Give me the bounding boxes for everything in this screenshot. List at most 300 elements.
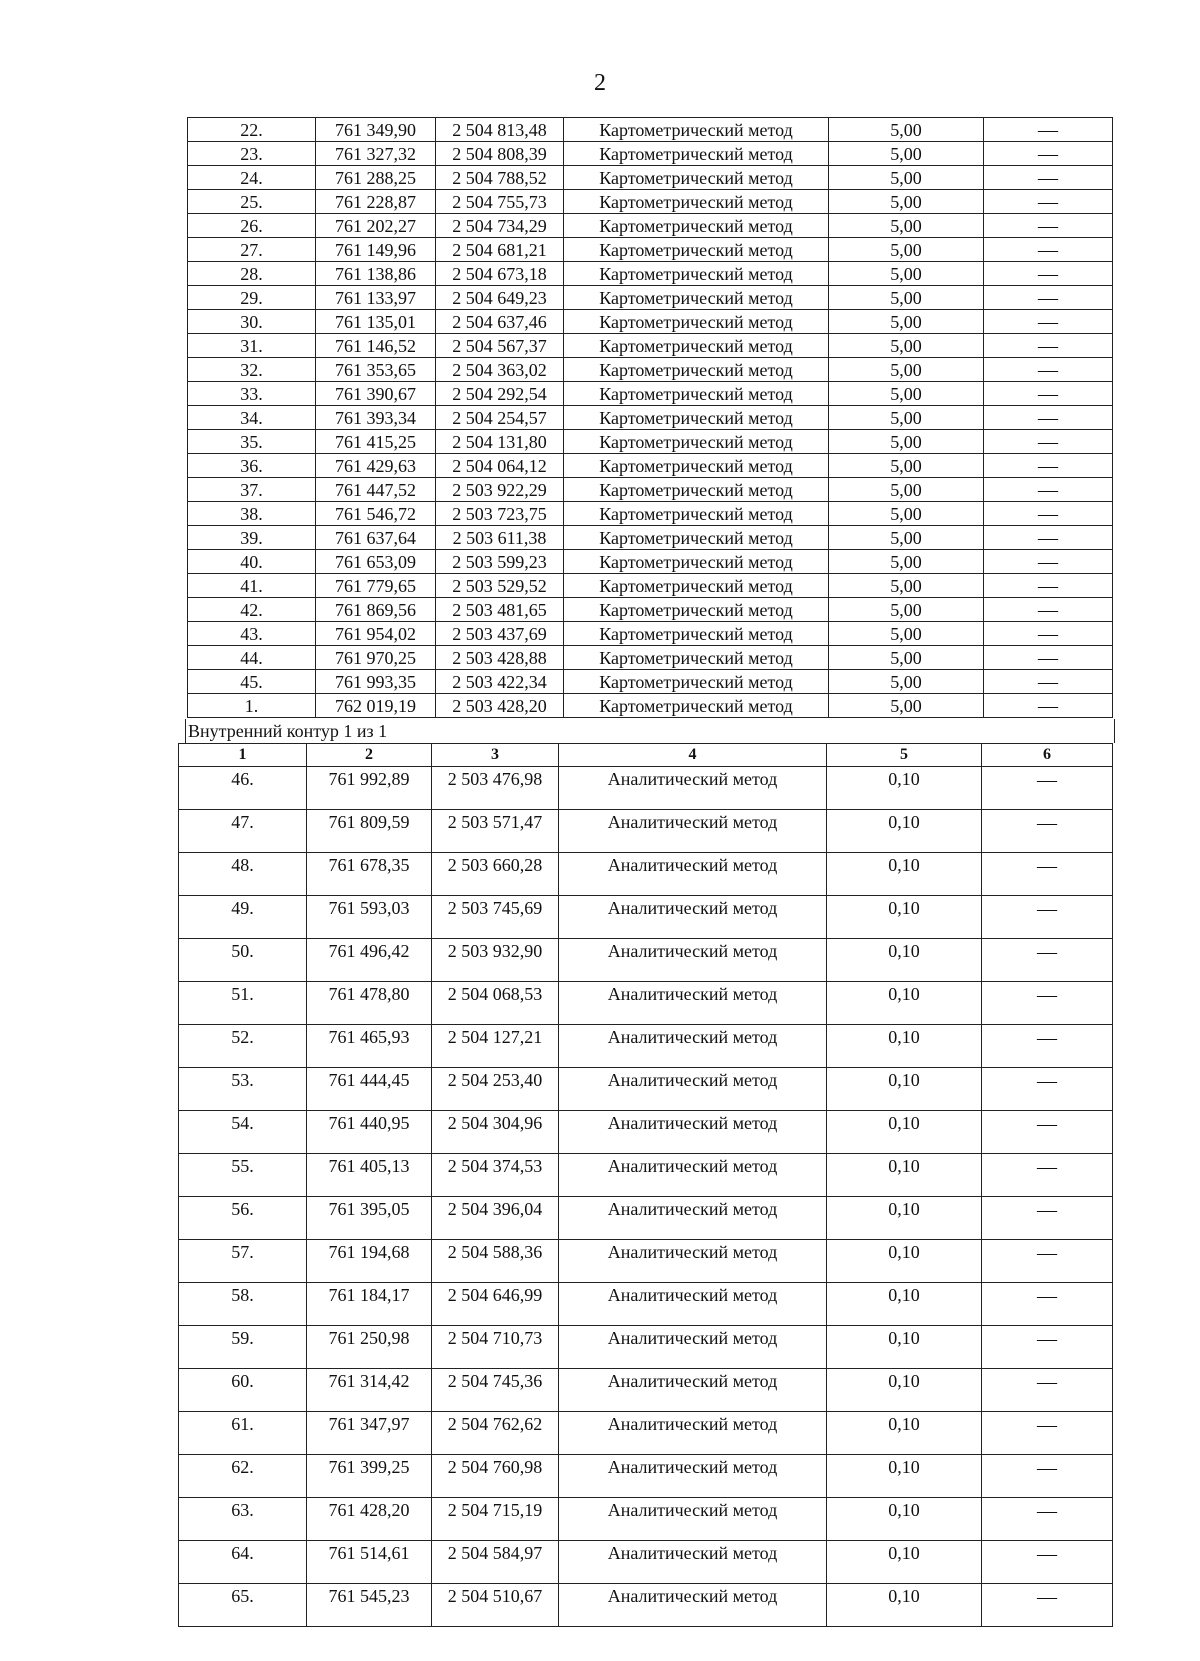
table-row [188, 166, 1113, 190]
y-coordinate-cell: 2 504 068,53 [432, 982, 559, 1025]
description-cell: — [982, 1025, 1113, 1068]
description-cell: — [984, 550, 1113, 574]
point-number-cell: 49. [179, 896, 307, 939]
point-number-cell: 46. [179, 767, 307, 810]
method-cell: Картометрический метод [564, 358, 829, 382]
method-cell: Картометрический метод [564, 598, 829, 622]
x-coordinate-cell: 761 135,01 [316, 310, 436, 334]
y-coordinate-cell: 2 504 715,19 [432, 1498, 559, 1541]
point-number-cell: 26. [188, 214, 316, 238]
table-row [179, 1412, 1113, 1455]
point-number-cell: 60. [179, 1369, 307, 1412]
point-number-cell: 27. [188, 238, 316, 262]
table-row [188, 382, 1113, 406]
description-cell: — [984, 286, 1113, 310]
point-number-cell: 62. [179, 1455, 307, 1498]
accuracy-cell: 0,10 [827, 853, 982, 896]
method-cell: Картометрический метод [564, 478, 829, 502]
y-coordinate-cell: 2 504 760,98 [432, 1455, 559, 1498]
method-cell: Картометрический метод [564, 334, 829, 358]
table-row [179, 1455, 1113, 1498]
accuracy-cell: 0,10 [827, 1025, 982, 1068]
accuracy-cell: 5,00 [829, 262, 984, 286]
point-number-cell: 31. [188, 334, 316, 358]
x-coordinate-cell: 761 228,87 [316, 190, 436, 214]
description-cell: — [982, 767, 1113, 810]
x-coordinate-cell: 761 146,52 [316, 334, 436, 358]
x-coordinate-cell: 761 349,90 [316, 118, 436, 142]
point-number-cell: 47. [179, 810, 307, 853]
method-cell: Картометрический метод [564, 118, 829, 142]
accuracy-cell: 0,10 [827, 1584, 982, 1627]
description-cell: — [984, 406, 1113, 430]
description-cell: — [984, 214, 1113, 238]
y-coordinate-cell: 2 504 646,99 [432, 1283, 559, 1326]
point-number-cell: 29. [188, 286, 316, 310]
x-coordinate-cell: 761 429,63 [316, 454, 436, 478]
point-number-cell: 24. [188, 166, 316, 190]
description-cell: — [984, 262, 1113, 286]
x-coordinate-cell: 761 954,02 [316, 622, 436, 646]
x-coordinate-cell: 761 637,64 [316, 526, 436, 550]
header-cell: 3 [432, 744, 559, 767]
accuracy-cell: 0,10 [827, 939, 982, 982]
accuracy-cell: 5,00 [829, 190, 984, 214]
y-coordinate-cell: 2 504 808,39 [436, 142, 564, 166]
table-row [188, 310, 1113, 334]
y-coordinate-cell: 2 504 127,21 [432, 1025, 559, 1068]
y-coordinate-cell: 2 504 649,23 [436, 286, 564, 310]
y-coordinate-cell: 2 504 673,18 [436, 262, 564, 286]
accuracy-cell: 5,00 [829, 550, 984, 574]
method-cell: Картометрический метод [564, 430, 829, 454]
header-cell: 4 [559, 744, 827, 767]
table-row [188, 214, 1113, 238]
description-cell: — [984, 382, 1113, 406]
table-row [188, 118, 1113, 142]
accuracy-cell: 5,00 [829, 454, 984, 478]
method-cell: Картометрический метод [564, 190, 829, 214]
method-cell: Аналитический метод [559, 1326, 827, 1369]
x-coordinate-cell: 761 395,05 [307, 1197, 432, 1240]
table-row [188, 142, 1113, 166]
point-number-cell: 52. [179, 1025, 307, 1068]
x-coordinate-cell: 761 288,25 [316, 166, 436, 190]
point-number-cell: 55. [179, 1154, 307, 1197]
description-cell: — [984, 478, 1113, 502]
table-row [179, 767, 1113, 810]
table-row [188, 502, 1113, 526]
accuracy-cell: 5,00 [829, 526, 984, 550]
x-coordinate-cell: 761 440,95 [307, 1111, 432, 1154]
table-row [179, 853, 1113, 896]
method-cell: Аналитический метод [559, 853, 827, 896]
header-cell: 1 [179, 744, 307, 767]
x-coordinate-cell: 761 478,80 [307, 982, 432, 1025]
point-number-cell: 45. [188, 670, 316, 694]
table-row [179, 810, 1113, 853]
method-cell: Картометрический метод [564, 574, 829, 598]
table-row [188, 550, 1113, 574]
description-cell: — [984, 694, 1113, 718]
x-coordinate-cell: 761 993,35 [316, 670, 436, 694]
method-cell: Аналитический метод [559, 1283, 827, 1326]
x-coordinate-cell: 761 593,03 [307, 896, 432, 939]
table-row [179, 1584, 1113, 1627]
accuracy-cell: 5,00 [829, 310, 984, 334]
description-cell: — [982, 1455, 1113, 1498]
accuracy-cell: 0,10 [827, 896, 982, 939]
inner-contour-table [178, 743, 1113, 1627]
x-coordinate-cell: 761 347,97 [307, 1412, 432, 1455]
accuracy-cell: 0,10 [827, 1283, 982, 1326]
y-coordinate-cell: 2 504 304,96 [432, 1111, 559, 1154]
x-coordinate-cell: 761 545,23 [307, 1584, 432, 1627]
description-cell: — [982, 1541, 1113, 1584]
table-row [188, 190, 1113, 214]
point-number-cell: 58. [179, 1283, 307, 1326]
table-row [188, 646, 1113, 670]
x-coordinate-cell: 761 202,27 [316, 214, 436, 238]
accuracy-cell: 0,10 [827, 982, 982, 1025]
table-row [179, 1111, 1113, 1154]
point-number-cell: 61. [179, 1412, 307, 1455]
y-coordinate-cell: 2 503 476,98 [432, 767, 559, 810]
accuracy-cell: 5,00 [829, 358, 984, 382]
point-number-cell: 48. [179, 853, 307, 896]
method-cell: Аналитический метод [559, 1111, 827, 1154]
accuracy-cell: 5,00 [829, 502, 984, 526]
accuracy-cell: 5,00 [829, 430, 984, 454]
method-cell: Аналитический метод [559, 939, 827, 982]
description-cell: — [982, 810, 1113, 853]
y-coordinate-cell: 2 504 755,73 [436, 190, 564, 214]
y-coordinate-cell: 2 504 710,73 [432, 1326, 559, 1369]
x-coordinate-cell: 761 415,25 [316, 430, 436, 454]
accuracy-cell: 0,10 [827, 810, 982, 853]
x-coordinate-cell: 761 428,20 [307, 1498, 432, 1541]
description-cell: — [984, 622, 1113, 646]
point-number-cell: 42. [188, 598, 316, 622]
y-coordinate-cell: 2 503 660,28 [432, 853, 559, 896]
accuracy-cell: 0,10 [827, 1369, 982, 1412]
header-cell: 2 [307, 744, 432, 767]
y-coordinate-cell: 2 504 637,46 [436, 310, 564, 334]
x-coordinate-cell: 761 678,35 [307, 853, 432, 896]
x-coordinate-cell: 761 250,98 [307, 1326, 432, 1369]
method-cell: Аналитический метод [559, 1455, 827, 1498]
table-row [188, 694, 1113, 718]
y-coordinate-cell: 2 504 681,21 [436, 238, 564, 262]
y-coordinate-cell: 2 503 422,34 [436, 670, 564, 694]
x-coordinate-cell: 761 149,96 [316, 238, 436, 262]
description-cell: — [984, 670, 1113, 694]
method-cell: Аналитический метод [559, 767, 827, 810]
table-row [188, 358, 1113, 382]
description-cell: — [984, 190, 1113, 214]
point-number-cell: 54. [179, 1111, 307, 1154]
point-number-cell: 64. [179, 1541, 307, 1584]
method-cell: Аналитический метод [559, 1412, 827, 1455]
point-number-cell: 53. [179, 1068, 307, 1111]
method-cell: Картометрический метод [564, 454, 829, 478]
method-cell: Картометрический метод [564, 670, 829, 694]
accuracy-cell: 5,00 [829, 406, 984, 430]
table-row [188, 526, 1113, 550]
y-coordinate-cell: 2 503 922,29 [436, 478, 564, 502]
table-row [188, 406, 1113, 430]
y-coordinate-cell: 2 503 723,75 [436, 502, 564, 526]
description-cell: — [984, 334, 1113, 358]
y-coordinate-cell: 2 504 588,36 [432, 1240, 559, 1283]
description-cell: — [984, 646, 1113, 670]
table-row [179, 1068, 1113, 1111]
table-row [179, 1197, 1113, 1240]
table-row [188, 334, 1113, 358]
point-number-cell: 57. [179, 1240, 307, 1283]
x-coordinate-cell: 761 390,67 [316, 382, 436, 406]
accuracy-cell: 0,10 [827, 1154, 982, 1197]
table-row [188, 478, 1113, 502]
header-cell: 6 [982, 744, 1113, 767]
method-cell: Картометрический метод [564, 646, 829, 670]
accuracy-cell: 0,10 [827, 1240, 982, 1283]
y-coordinate-cell: 2 504 064,12 [436, 454, 564, 478]
y-coordinate-cell: 2 504 292,54 [436, 382, 564, 406]
y-coordinate-cell: 2 504 745,36 [432, 1369, 559, 1412]
table-row [179, 1240, 1113, 1283]
y-coordinate-cell: 2 504 363,02 [436, 358, 564, 382]
description-cell: — [982, 1584, 1113, 1627]
table-row [188, 622, 1113, 646]
y-coordinate-cell: 2 504 788,52 [436, 166, 564, 190]
accuracy-cell: 5,00 [829, 670, 984, 694]
point-number-cell: 35. [188, 430, 316, 454]
table-row [188, 430, 1113, 454]
accuracy-cell: 0,10 [827, 1498, 982, 1541]
description-cell: — [982, 1240, 1113, 1283]
description-cell: — [984, 598, 1113, 622]
y-coordinate-cell: 2 503 428,88 [436, 646, 564, 670]
y-coordinate-cell: 2 504 396,04 [432, 1197, 559, 1240]
description-cell: — [984, 142, 1113, 166]
point-number-cell: 40. [188, 550, 316, 574]
method-cell: Картометрический метод [564, 238, 829, 262]
x-coordinate-cell: 761 444,45 [307, 1068, 432, 1111]
table-row [179, 939, 1113, 982]
description-cell: — [982, 1111, 1113, 1154]
accuracy-cell: 5,00 [829, 118, 984, 142]
x-coordinate-cell: 761 970,25 [316, 646, 436, 670]
x-coordinate-cell: 761 496,42 [307, 939, 432, 982]
method-cell: Аналитический метод [559, 1025, 827, 1068]
point-number-cell: 51. [179, 982, 307, 1025]
y-coordinate-cell: 2 504 762,62 [432, 1412, 559, 1455]
point-number-cell: 32. [188, 358, 316, 382]
method-cell: Картометрический метод [564, 142, 829, 166]
description-cell: — [984, 502, 1113, 526]
table-row [179, 1498, 1113, 1541]
y-coordinate-cell: 2 504 510,67 [432, 1584, 559, 1627]
description-cell: — [984, 118, 1113, 142]
method-cell: Аналитический метод [559, 1369, 827, 1412]
accuracy-cell: 0,10 [827, 1111, 982, 1154]
point-number-cell: 23. [188, 142, 316, 166]
accuracy-cell: 5,00 [829, 214, 984, 238]
x-coordinate-cell: 761 869,56 [316, 598, 436, 622]
method-cell: Аналитический метод [559, 1240, 827, 1283]
point-number-cell: 25. [188, 190, 316, 214]
header-cell: 5 [827, 744, 982, 767]
point-number-cell: 36. [188, 454, 316, 478]
table-row [179, 1326, 1113, 1369]
y-coordinate-cell: 2 503 745,69 [432, 896, 559, 939]
point-number-cell: 37. [188, 478, 316, 502]
description-cell: — [984, 454, 1113, 478]
description-cell: — [984, 574, 1113, 598]
description-cell: — [982, 853, 1113, 896]
description-cell: — [982, 1068, 1113, 1111]
y-coordinate-cell: 2 504 253,40 [432, 1068, 559, 1111]
method-cell: Картометрический метод [564, 310, 829, 334]
accuracy-cell: 5,00 [829, 286, 984, 310]
x-coordinate-cell: 762 019,19 [316, 694, 436, 718]
point-number-cell: 39. [188, 526, 316, 550]
y-coordinate-cell: 2 503 428,20 [436, 694, 564, 718]
method-cell: Картометрический метод [564, 694, 829, 718]
accuracy-cell: 5,00 [829, 382, 984, 406]
method-cell: Аналитический метод [559, 982, 827, 1025]
point-number-cell: 63. [179, 1498, 307, 1541]
x-coordinate-cell: 761 779,65 [316, 574, 436, 598]
method-cell: Картометрический метод [564, 550, 829, 574]
table-row [179, 1283, 1113, 1326]
accuracy-cell: 5,00 [829, 598, 984, 622]
point-number-cell: 43. [188, 622, 316, 646]
accuracy-cell: 5,00 [829, 622, 984, 646]
description-cell: — [984, 310, 1113, 334]
accuracy-cell: 5,00 [829, 166, 984, 190]
accuracy-cell: 5,00 [829, 646, 984, 670]
method-cell: Аналитический метод [559, 896, 827, 939]
x-coordinate-cell: 761 399,25 [307, 1455, 432, 1498]
method-cell: Картометрический метод [564, 526, 829, 550]
method-cell: Аналитический метод [559, 1498, 827, 1541]
method-cell: Картометрический метод [564, 502, 829, 526]
y-coordinate-cell: 2 503 529,52 [436, 574, 564, 598]
x-coordinate-cell: 761 194,68 [307, 1240, 432, 1283]
y-coordinate-cell: 2 503 599,23 [436, 550, 564, 574]
accuracy-cell: 0,10 [827, 1326, 982, 1369]
point-number-cell: 59. [179, 1326, 307, 1369]
y-coordinate-cell: 2 504 374,53 [432, 1154, 559, 1197]
accuracy-cell: 5,00 [829, 574, 984, 598]
method-cell: Аналитический метод [559, 1068, 827, 1111]
point-number-cell: 56. [179, 1197, 307, 1240]
y-coordinate-cell: 2 504 254,57 [436, 406, 564, 430]
description-cell: — [984, 238, 1113, 262]
description-cell: — [982, 896, 1113, 939]
method-cell: Аналитический метод [559, 810, 827, 853]
point-number-cell: 38. [188, 502, 316, 526]
method-cell: Аналитический метод [559, 1541, 827, 1584]
method-cell: Картометрический метод [564, 406, 829, 430]
x-coordinate-cell: 761 405,13 [307, 1154, 432, 1197]
y-coordinate-cell: 2 504 131,80 [436, 430, 564, 454]
table-row [179, 1154, 1113, 1197]
x-coordinate-cell: 761 653,09 [316, 550, 436, 574]
x-coordinate-cell: 761 184,17 [307, 1283, 432, 1326]
x-coordinate-cell: 761 992,89 [307, 767, 432, 810]
y-coordinate-cell: 2 504 734,29 [436, 214, 564, 238]
y-coordinate-cell: 2 504 813,48 [436, 118, 564, 142]
point-number-cell: 34. [188, 406, 316, 430]
y-coordinate-cell: 2 503 611,38 [436, 526, 564, 550]
description-cell: — [982, 939, 1113, 982]
accuracy-cell: 0,10 [827, 767, 982, 810]
x-coordinate-cell: 761 393,34 [316, 406, 436, 430]
point-number-cell: 44. [188, 646, 316, 670]
page-number: 2 [594, 70, 606, 96]
y-coordinate-cell: 2 504 584,97 [432, 1541, 559, 1584]
table-row [179, 896, 1113, 939]
point-number-cell: 30. [188, 310, 316, 334]
table-row [188, 574, 1113, 598]
y-coordinate-cell: 2 503 571,47 [432, 810, 559, 853]
accuracy-cell: 5,00 [829, 334, 984, 358]
x-coordinate-cell: 761 809,59 [307, 810, 432, 853]
description-cell: — [982, 1498, 1113, 1541]
point-number-cell: 41. [188, 574, 316, 598]
method-cell: Картометрический метод [564, 166, 829, 190]
accuracy-cell: 5,00 [829, 478, 984, 502]
table-row [188, 670, 1113, 694]
x-coordinate-cell: 761 138,86 [316, 262, 436, 286]
table-row [179, 1369, 1113, 1412]
x-coordinate-cell: 761 546,72 [316, 502, 436, 526]
accuracy-cell: 5,00 [829, 142, 984, 166]
method-cell: Картометрический метод [564, 382, 829, 406]
accuracy-cell: 0,10 [827, 1455, 982, 1498]
description-cell: — [982, 1283, 1113, 1326]
outer-contour-table [187, 117, 1113, 718]
description-cell: — [982, 1412, 1113, 1455]
x-coordinate-cell: 761 353,65 [316, 358, 436, 382]
method-cell: Аналитический метод [559, 1584, 827, 1627]
method-cell: Картометрический метод [564, 262, 829, 286]
accuracy-cell: 5,00 [829, 238, 984, 262]
method-cell: Аналитический метод [559, 1154, 827, 1197]
x-coordinate-cell: 761 327,32 [316, 142, 436, 166]
table-row [179, 1541, 1113, 1584]
y-coordinate-cell: 2 503 932,90 [432, 939, 559, 982]
description-cell: — [984, 430, 1113, 454]
method-cell: Аналитический метод [559, 1197, 827, 1240]
table-row [188, 598, 1113, 622]
table-row [188, 286, 1113, 310]
table-header-row [179, 744, 1113, 767]
y-coordinate-cell: 2 503 437,69 [436, 622, 564, 646]
table-row [179, 1025, 1113, 1068]
point-number-cell: 22. [188, 118, 316, 142]
inner-contour-label: Внутренний контур 1 из 1 [185, 719, 1115, 743]
method-cell: Картометрический метод [564, 286, 829, 310]
method-cell: Картометрический метод [564, 214, 829, 238]
point-number-cell: 65. [179, 1584, 307, 1627]
table-row [188, 238, 1113, 262]
accuracy-cell: 5,00 [829, 694, 984, 718]
description-cell: — [984, 358, 1113, 382]
